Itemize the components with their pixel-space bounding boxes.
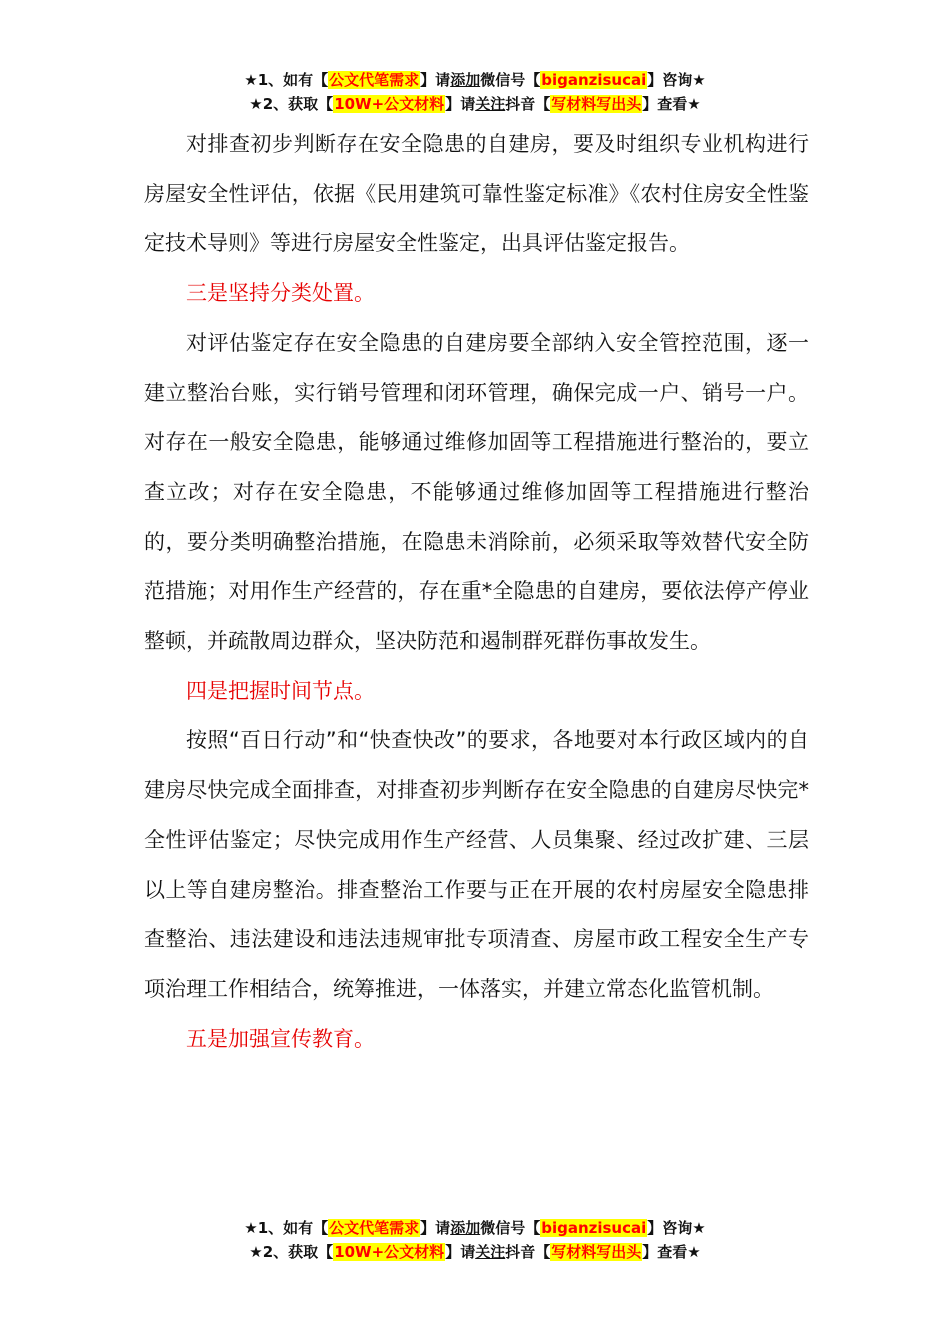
banner-text: ★1、如有【 [244, 1219, 329, 1237]
banner-text: 】咨询★ [647, 71, 706, 89]
banner-emphasis: 添加 [450, 1219, 481, 1237]
banner-text: 微信号【 [480, 71, 541, 89]
banner-text: ★1、如有【 [244, 71, 329, 89]
banner-emphasis: 关注 [475, 1243, 506, 1261]
banner-line-2 [0, 92, 950, 116]
banner-text: 】查看★ [642, 95, 701, 113]
section-heading: 五是加强宣传教育。 [186, 1026, 375, 1051]
banner-text: 抖音【 [505, 1243, 551, 1261]
banner-line-2 [0, 1240, 950, 1264]
banner-text: ★2、获取【 [249, 95, 334, 113]
body-paragraph: 对评估鉴定存在安全隐患的自建房要全部纳入安全管控范围，逐一建立整治台账，实行销号管理和闭环管理，确保完成一户、销号一户。对存在一般安全隐患，能够通过维修加固等工程措施进行整治的，要立查立改；对存在安全隐患，不能够通过维修加固等工程措施进行整治的，要分类明确整治措施，在隐患未消除前，必须采取等效替代安全防范措施；对用作生产经营的，存在重*全隐患的自建房，要依法停产停业整顿，并疏散周边群众，坚决防范和遏制群死群伤事故发生。 [144, 330, 809, 654]
banner-highlight: biganzisucai [541, 71, 647, 89]
banner-highlight: 10W+公文材料 [334, 95, 445, 113]
banner-emphasis: 关注 [475, 95, 506, 113]
section-heading: 三是坚持分类处置。 [186, 281, 375, 306]
banner-line-1 [0, 1216, 950, 1240]
banner-highlight: 公文代笔需求 [329, 71, 420, 89]
section-heading: 四是把握时间节点。 [186, 678, 375, 703]
banner-text: 】请 [420, 71, 451, 89]
banner-text: ★2、获取【 [249, 1243, 334, 1261]
banner-highlight: 公文代笔需求 [329, 1219, 420, 1237]
banner-line-1 [0, 68, 950, 92]
banner-text: 】请 [445, 1243, 476, 1261]
banner-emphasis: 添加 [450, 71, 481, 89]
banner-text: 】咨询★ [647, 1219, 706, 1237]
banner-highlight: 写材料写出头 [551, 95, 642, 113]
banner-text: 抖音【 [505, 95, 551, 113]
banner-highlight: 写材料写出头 [551, 1243, 642, 1261]
banner-text: 】请 [445, 95, 476, 113]
banner-highlight: 10W+公文材料 [334, 1243, 445, 1261]
header-banner [0, 68, 950, 116]
body-paragraph: 对排查初步判断存在安全隐患的自建房，要及时组织专业机构进行房屋安全性评估，依据《民用建筑可靠性鉴定标准》《农村住房安全性鉴定技术导则》等进行房屋安全性鉴定，出具评估鉴定报告。 [144, 132, 809, 256]
banner-text: 】查看★ [642, 1243, 701, 1261]
document-body [144, 120, 809, 1064]
footer-banner [0, 1216, 950, 1264]
banner-highlight: biganzisucai [541, 1219, 647, 1237]
banner-text: 微信号【 [480, 1219, 541, 1237]
body-paragraph: 按照“百日行动”和“快查快改”的要求，各地要对本行政区域内的自建房尽快完成全面排查，对排查初步判断存在安全隐患的自建房尽快完*全性评估鉴定；尽快完成用作生产经营、人员集聚、经过改扩建、三层以上等自建房整治。排查整治工作要与正在开展的农村房屋安全隐患排查整治、违法建设和违法违规审批专项清查、房屋市政工程安全生产专项治理工作相结合，统筹推进，一体落实，并建立常态化监管机制。 [144, 728, 809, 1001]
banner-text: 】请 [420, 1219, 451, 1237]
